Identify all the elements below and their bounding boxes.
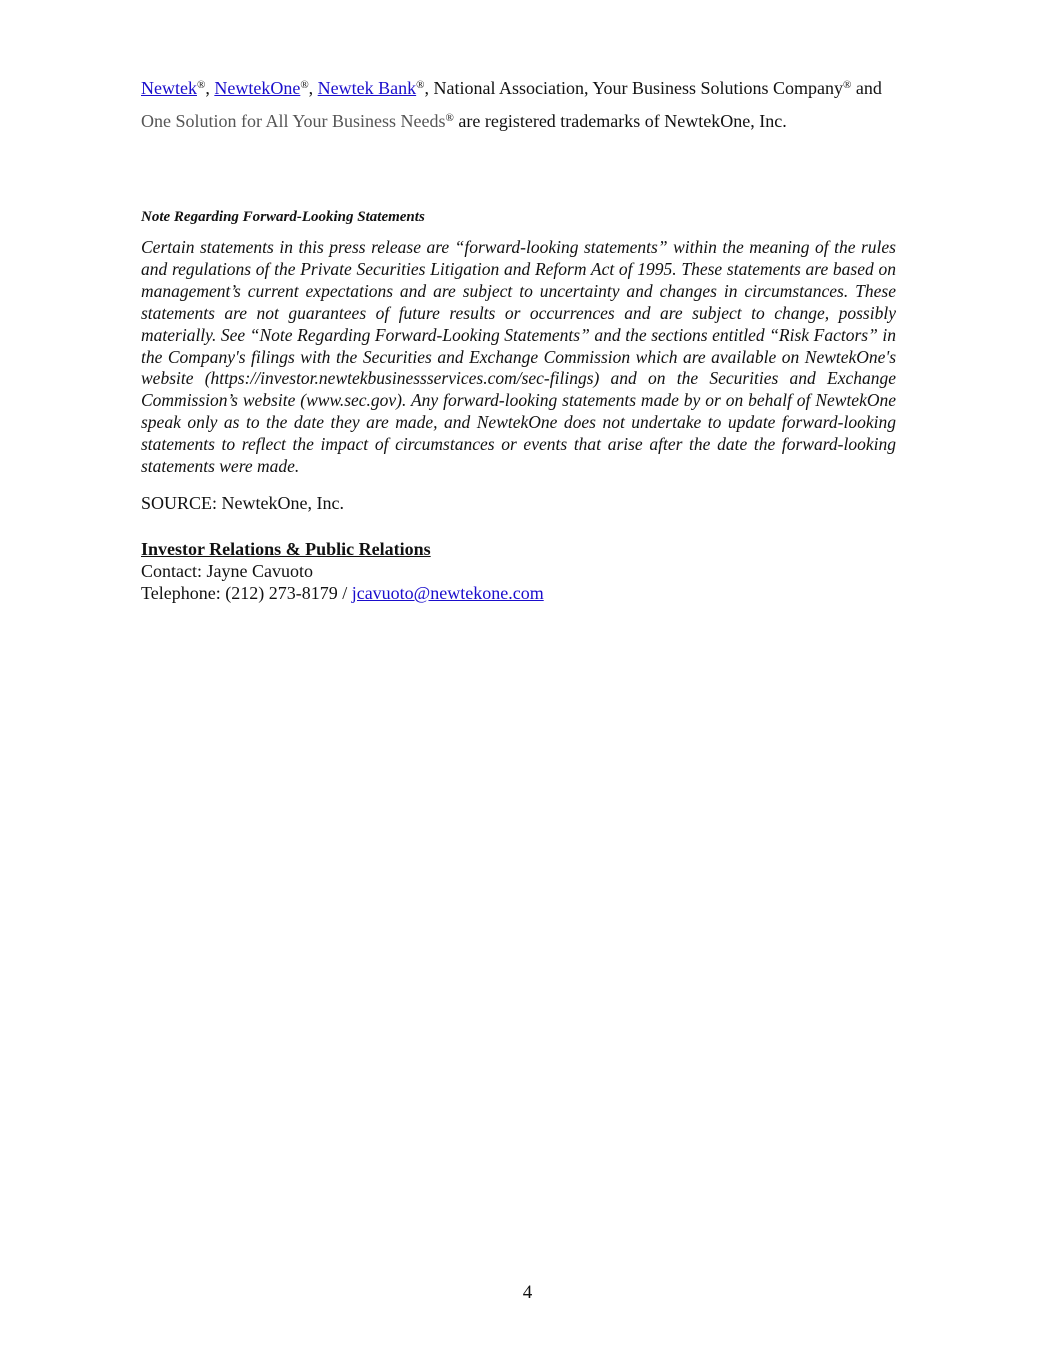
contact-line: Contact: Jayne Cavuoto	[141, 561, 313, 581]
telephone-text: Telephone: (212) 273-8179 /	[141, 583, 352, 603]
page-number: 4	[522, 1282, 533, 1303]
source-line: SOURCE: NewtekOne, Inc.	[141, 493, 344, 513]
registered-mark: ®	[300, 79, 309, 91]
email-link[interactable]: jcavuoto@newtekone.com	[351, 583, 544, 603]
newtek-link[interactable]: Newtek	[141, 78, 197, 98]
trademarks-paragraph	[141, 72, 896, 138]
trademark-text: are registered trademarks of NewtekOne, Inc.	[453, 111, 787, 131]
separator: ,	[308, 78, 318, 98]
telephone-line	[141, 582, 544, 604]
trademark-text: and	[851, 78, 882, 98]
forward-looking-heading: Note Regarding Forward-Looking Statements	[141, 209, 425, 225]
registered-mark: ®	[416, 79, 425, 91]
forward-looking-body: Certain statements in this press release are “forward-looking statements” within the meaning of the rules and regulations of the Private Securities Litigation and Reform Act of 1995. These statements are based on management’s current expectations and are subject to uncertainty and changes in circumstances. These statements are not guarantees of future results or occurrences and are subject to change, possibly materially. See “Note Regarding Forward-Looking Statements” and the sections entitled “Risk Factors” in the Company's filings with the Securities and Exchange Commission which are available on NewtekOne's website (https://investor.newtekbusinessservices.com/sec-filings) and on the Securities and Exchange Commission’s website (www.sec.gov). Any forward-looking statements made by or on behalf of NewtekOne speak only as to the date they are made, and NewtekOne does not undertake to update forward-looking statements to reflect the impact of circumstances or events that arise after the date the forward-looking statements were made.	[141, 237, 896, 477]
registered-mark: ®	[843, 79, 852, 91]
registered-mark: ®	[196, 79, 206, 91]
investor-relations-block	[141, 538, 544, 604]
slogan-text: One Solution for All Your Business Needs	[141, 111, 446, 131]
newtek-bank-link[interactable]: Newtek Bank	[317, 78, 417, 98]
investor-relations-heading: Investor Relations & Public Relations	[141, 539, 431, 559]
newtekone-link[interactable]: NewtekOne	[214, 78, 301, 98]
registered-mark: ®	[445, 112, 454, 124]
trademark-text: , National Association, Your Business Solutions Company	[424, 78, 844, 98]
separator: ,	[205, 78, 215, 98]
